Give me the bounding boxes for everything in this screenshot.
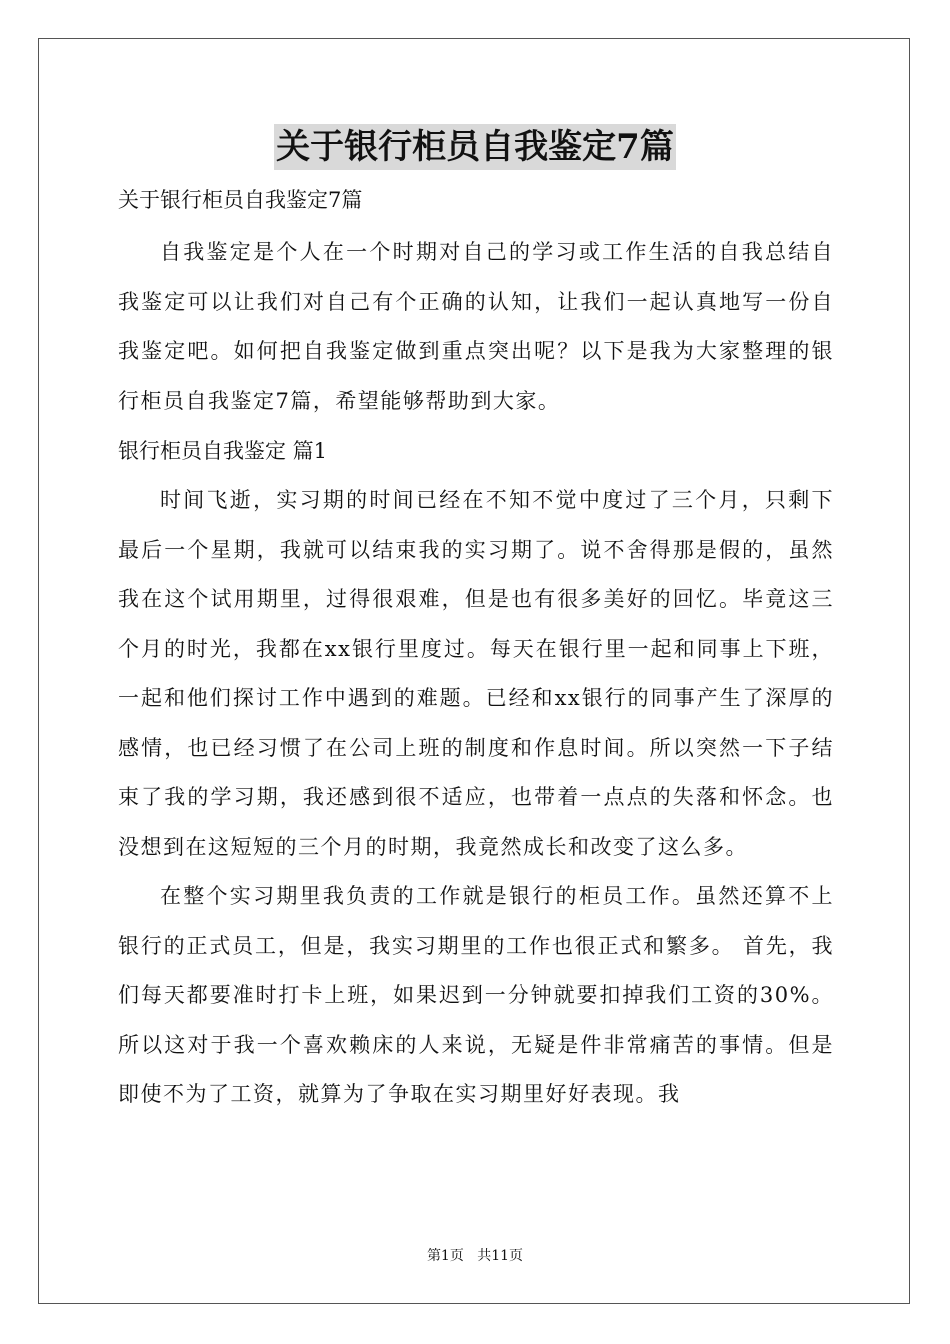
intro-paragraph: 自我鉴定是个人在一个时期对自己的学习或工作生活的自我总结自我鉴定可以让我们对自己有个正确的认知，让我们一起认真地写一份自我鉴定吧。如何把自我鉴定做到重点突出呢？以下是我为大家整理的银行柜员自我鉴定7篇，希望能够帮助到大家。 xyxy=(118,240,834,413)
section-heading: 银行柜员自我鉴定 篇1 xyxy=(118,439,328,463)
title-container xyxy=(0,124,950,170)
document-body xyxy=(118,182,834,1120)
body-paragraph-2: 在整个实习期里我负责的工作就是银行的柜员工作。虽然还算不上银行的正式员工，但是，我实习期里的工作也很正式和繁多。 首先，我们每天都要准时打卡上班，如果迟到一分钟就要扣掉我们工资的30%。所以这对于我一个喜欢赖床的人来说，无疑是件非常痛苦的事情。但是即使不为了工资，就算为了争取在实习期里好好表现。我 xyxy=(118,884,834,1106)
page-total: 共11页 xyxy=(477,1248,524,1264)
document-subtitle: 关于银行柜员自我鉴定7篇 xyxy=(118,188,363,212)
body-paragraph-1: 时间飞逝，实习期的时间已经在不知不觉中度过了三个月，只剩下最后一个星期，我就可以结束我的实习期了。说不舍得那是假的，虽然我在这个试用期里，过得很艰难，但是也有很多美好的回忆。毕竟这三个月的时光，我都在xx银行里度过。每天在银行里一起和同事上下班，一起和他们探讨工作中遇到的难题。已经和xx银行的同事产生了深厚的感情，也已经习惯了在公司上班的制度和作息时间。所以突然一下子结束了我的学习期，我还感到很不适应，也带着一点点的失落和怀念。也没想到在这短短的三个月的时期，我竟然成长和改变了这么多。 xyxy=(118,488,834,859)
document-title: 关于银行柜员自我鉴定7篇 xyxy=(274,124,676,170)
page-footer xyxy=(0,1246,950,1266)
page-number: 第1页 xyxy=(426,1248,464,1264)
